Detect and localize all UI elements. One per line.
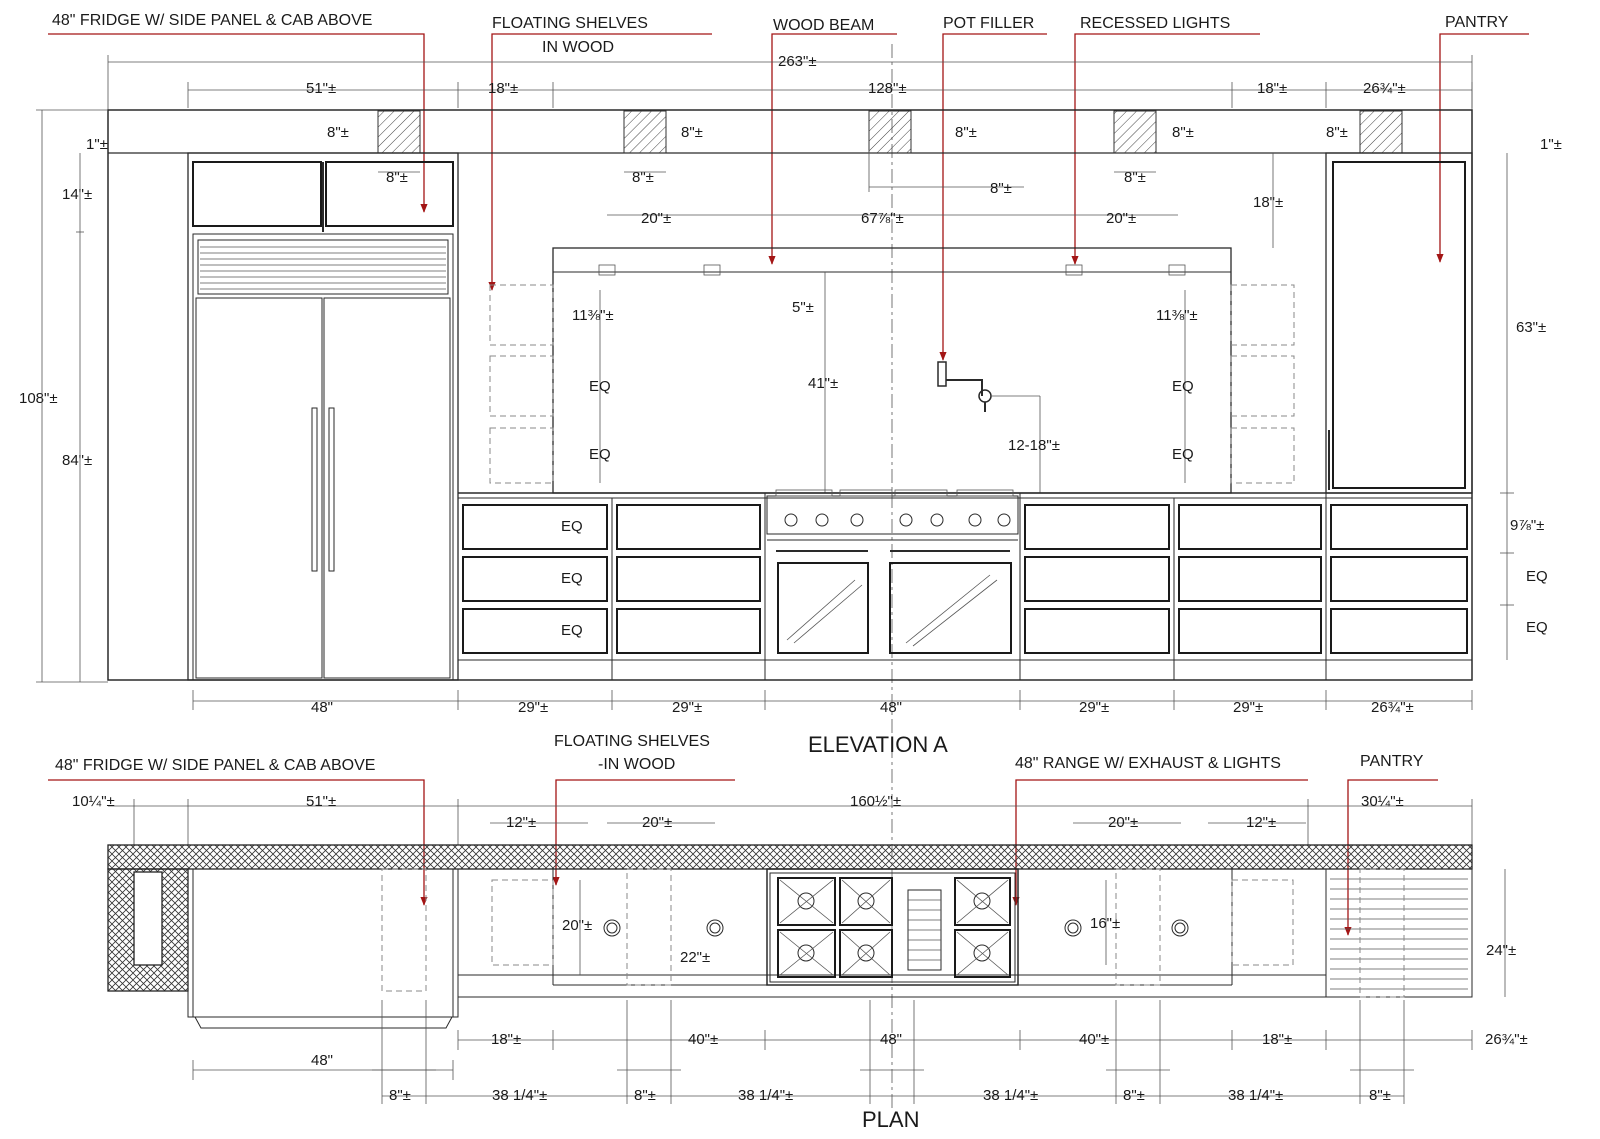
dim-beam-3: 8"± <box>955 124 977 141</box>
dim-pantry-height: 63"± <box>1516 319 1547 336</box>
fridge-unit <box>188 153 458 680</box>
callout-pantry: PANTRY <box>1445 14 1509 31</box>
dim-hood-left: 20"± <box>641 210 672 227</box>
callout-fridge: 48" FRIDGE W/ SIDE PANEL & CAB ABOVE <box>52 12 373 29</box>
dim-fridge-width: 51"± <box>306 80 337 97</box>
dim-beam-5: 8"± <box>1326 124 1348 141</box>
dim-base-cab-3: 29"± <box>1079 699 1110 716</box>
plan-dim-spacing-1: 38 1/4"± <box>492 1087 548 1104</box>
plan-dim-shelf-right: 12"± <box>1246 814 1277 831</box>
plan-dim-18-right: 18"± <box>1262 1031 1293 1048</box>
range-elevation <box>767 490 1018 653</box>
plan-dim-joist-4: 8"± <box>1369 1087 1391 1104</box>
dim-base-cab-2: 29"± <box>672 699 703 716</box>
plan-callout-shelves-line2: -IN WOOD <box>598 756 676 773</box>
callout-recessed-lights: RECESSED LIGHTS <box>1080 15 1231 32</box>
dim-cab-above-height: 14"± <box>62 186 93 203</box>
elevation-title: ELEVATION A <box>808 732 948 757</box>
fridge-plan <box>188 869 458 1028</box>
dim-beam-4: 8"± <box>1172 124 1194 141</box>
dim-beam-2: 8"± <box>681 124 703 141</box>
dim-base-pantry: 26¾"± <box>1371 699 1414 716</box>
plan-callout-fridge: 48" FRIDGE W/ SIDE PANEL & CAB ABOVE <box>55 757 376 774</box>
dim-base-range: 48" <box>880 699 903 716</box>
plan-dim-spacing-4: 38 1/4"± <box>1228 1087 1284 1104</box>
dim-pot-filler-height: 12-18"± <box>1008 437 1060 454</box>
plan-dim-depth: 24"± <box>1486 942 1517 959</box>
dim-backsplash: 41"± <box>808 375 839 392</box>
base-cabinets-elevation <box>458 493 1472 680</box>
dim-fridge-height: 84"± <box>62 452 93 469</box>
eq-right-2: EQ <box>1526 619 1548 636</box>
elevation-callout-leaders <box>48 34 1529 360</box>
plan-wall-band <box>108 845 1472 991</box>
dim-base-fridge: 48" <box>311 699 334 716</box>
plan-callout-range: 48" RANGE W/ EXHAUST & LIGHTS <box>1015 755 1281 772</box>
elevation-view <box>19 12 1562 1110</box>
dim-pot-filler-offset: 8"± <box>990 180 1012 197</box>
callout-shelves: FLOATING SHELVES <box>492 15 648 32</box>
dim-hood-width: 67⅞"± <box>861 210 904 227</box>
dim-shelf-gap-right: 18"± <box>1257 80 1288 97</box>
plan-dim-span-left: 20"± <box>642 814 673 831</box>
callout-pot-filler: POT FILLER <box>943 15 1035 32</box>
dim-top-gap-left: 1"± <box>86 136 108 153</box>
eq-drawer-1: EQ <box>561 518 583 535</box>
plan-dim-span-right: 20"± <box>1108 814 1139 831</box>
dim-beam-1-below: 8"± <box>386 169 408 186</box>
elevation-bottom-dimension-lines <box>193 690 1472 710</box>
callout-wood-beam: WOOD BEAM <box>773 17 875 34</box>
fridge-grille <box>198 240 448 294</box>
dim-beam-1: 8"± <box>327 124 349 141</box>
pot-filler <box>938 362 1040 493</box>
pantry-elevation <box>1326 153 1472 493</box>
plan-dim-18-left: 18"± <box>491 1031 522 1048</box>
plan-dim-pantry-base: 26¾"± <box>1485 1031 1528 1048</box>
dim-hood-depth: 5"± <box>792 299 814 316</box>
plan-dim-spacing-3: 38 1/4"± <box>983 1087 1039 1104</box>
dim-center-span: 128"± <box>868 80 907 97</box>
plan-dim-fridge-base: 48" <box>311 1052 334 1069</box>
plan-dim-light-depth: 16"± <box>1090 915 1121 932</box>
eq-shelf-left-1: EQ <box>589 378 611 395</box>
wood-beams <box>378 111 1402 153</box>
plan-dim-shelf-left: 12"± <box>506 814 537 831</box>
eq-drawer-3: EQ <box>561 622 583 639</box>
eq-shelf-right-1: EQ <box>1172 378 1194 395</box>
plan-dim-fridge-width: 51"± <box>306 793 337 810</box>
eq-drawer-2: EQ <box>561 570 583 587</box>
dim-shelf-gap-left: 18"± <box>488 80 519 97</box>
dim-overall-length: 263"± <box>778 53 817 70</box>
plan-view <box>48 733 1528 1132</box>
dim-base-cab-1: 29"± <box>518 699 549 716</box>
dim-total-height: 108"± <box>19 390 58 407</box>
plan-callout-shelves: FLOATING SHELVES <box>554 733 710 750</box>
beam-dimension-lines <box>378 150 1156 192</box>
eq-shelf-left-2: EQ <box>589 446 611 463</box>
eq-right-1: EQ <box>1526 568 1548 585</box>
plan-dim-left-return: 10¼"± <box>72 793 115 810</box>
dim-beam-2-below: 8"± <box>632 169 654 186</box>
dim-shelf-spacing-right: 11⅜"± <box>1156 307 1198 324</box>
plan-title: PLAN <box>862 1107 920 1132</box>
plan-dim-shelf-depth: 20"± <box>562 917 593 934</box>
plan-dim-sink-depth: 22"± <box>680 949 711 966</box>
plan-dim-40-left: 40"± <box>688 1031 719 1048</box>
dim-beam-4-below: 8"± <box>1124 169 1146 186</box>
plan-dim-center: 160½"± <box>850 793 902 810</box>
dim-pantry-width: 26¾"± <box>1363 80 1406 97</box>
plan-dim-joist-1: 8"± <box>389 1087 411 1104</box>
callout-shelves-line2: IN WOOD <box>542 39 614 56</box>
plan-dim-40-right: 40"± <box>1079 1031 1110 1048</box>
plan-dim-joist-3: 8"± <box>1123 1087 1145 1104</box>
elevation-right-dimension-lines <box>1500 153 1514 660</box>
dim-shelf-spacing-left: 11⅜"± <box>572 307 614 324</box>
plan-dim-joist-2: 8"± <box>634 1087 656 1104</box>
plan-callout-pantry: PANTRY <box>1360 753 1424 770</box>
dim-top-gap-right: 1"± <box>1540 136 1562 153</box>
dim-hood-right: 20"± <box>1106 210 1137 227</box>
range-plan <box>767 869 1018 985</box>
dim-base-cab-4: 29"± <box>1233 699 1264 716</box>
dim-hood-top: 18"± <box>1253 194 1284 211</box>
eq-shelf-right-2: EQ <box>1172 446 1194 463</box>
plan-dim-spacing-2: 38 1/4"± <box>738 1087 794 1104</box>
dim-drawer-height: 9⅞"± <box>1510 517 1545 534</box>
plan-dim-48-range: 48" <box>880 1031 903 1048</box>
plan-dim-pantry-width: 30¼"± <box>1361 793 1404 810</box>
